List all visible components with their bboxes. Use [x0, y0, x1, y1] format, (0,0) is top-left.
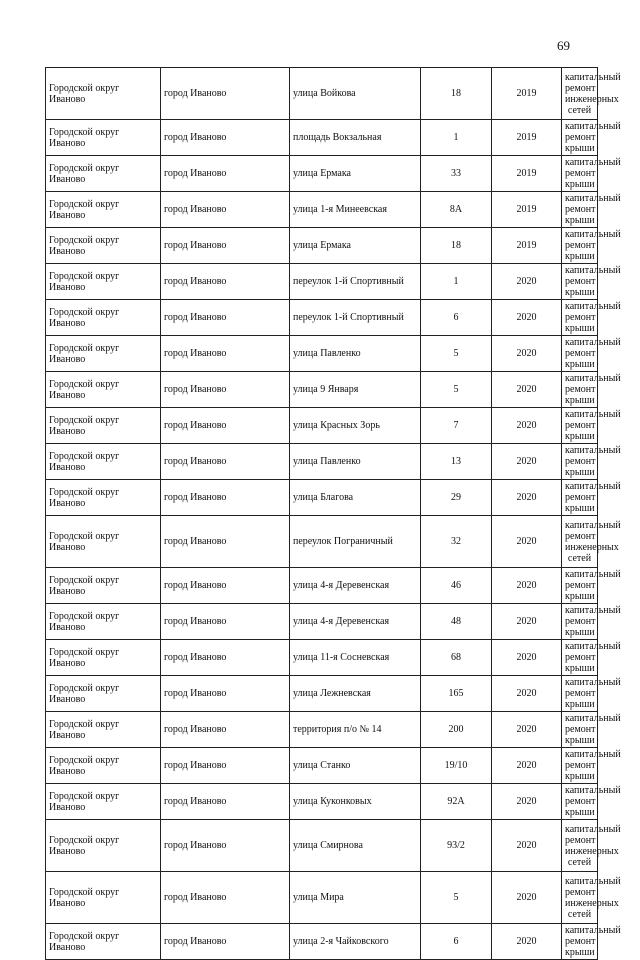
- house-number-cell: 48: [421, 604, 492, 640]
- year-cell: 2020: [492, 924, 562, 960]
- year-cell: 2020: [492, 748, 562, 784]
- year-cell: 2020: [492, 336, 562, 372]
- municipality-cell: Городской округ Иваново: [46, 604, 161, 640]
- work-type-cell: капитальный ремонт инженерных сетей: [562, 516, 598, 568]
- street-cell: переулок 1-й Спортивный: [290, 300, 421, 336]
- street-cell: переулок 1-й Спортивный: [290, 264, 421, 300]
- year-cell: 2019: [492, 156, 562, 192]
- table-row: [46, 568, 598, 604]
- table-row: [46, 516, 598, 568]
- work-type-cell: капитальный ремонт инженерных сетей: [562, 820, 598, 872]
- year-cell: 2020: [492, 784, 562, 820]
- table-body: [46, 68, 621, 960]
- city-cell: город Иваново: [161, 228, 290, 264]
- city-cell: город Иваново: [161, 640, 290, 676]
- table-row: [46, 480, 598, 516]
- year-cell: 2020: [492, 516, 562, 568]
- city-cell: город Иваново: [161, 568, 290, 604]
- year-cell: 2020: [492, 408, 562, 444]
- table-row: [46, 68, 598, 120]
- work-type-cell: капитальный ремонт крыши: [562, 408, 598, 444]
- street-cell: территория п/о № 14: [290, 712, 421, 748]
- table-row: [46, 604, 598, 640]
- year-cell: 2020: [492, 640, 562, 676]
- year-cell: 2019: [492, 120, 562, 156]
- street-cell: улица Ермака: [290, 156, 421, 192]
- street-cell: улица 11-я Сосневская: [290, 640, 421, 676]
- house-number-cell: 92А: [421, 784, 492, 820]
- table-row: [46, 640, 598, 676]
- city-cell: город Иваново: [161, 68, 290, 120]
- work-type-cell: капитальный ремонт крыши: [562, 676, 598, 712]
- city-cell: город Иваново: [161, 712, 290, 748]
- municipality-cell: Городской округ Иваново: [46, 924, 161, 960]
- work-type-cell: капитальный ремонт крыши: [562, 568, 598, 604]
- year-cell: 2020: [492, 676, 562, 712]
- work-type-cell: капитальный ремонт крыши: [562, 784, 598, 820]
- work-type-cell: капитальный ремонт крыши: [562, 604, 598, 640]
- municipality-cell: Городской округ Иваново: [46, 640, 161, 676]
- municipality-cell: Городской округ Иваново: [46, 228, 161, 264]
- city-cell: город Иваново: [161, 264, 290, 300]
- street-cell: улица Войкова: [290, 68, 421, 120]
- year-cell: 2019: [492, 228, 562, 264]
- work-type-cell: капитальный ремонт крыши: [562, 748, 598, 784]
- city-cell: город Иваново: [161, 820, 290, 872]
- house-number-cell: 6: [421, 924, 492, 960]
- year-cell: 2020: [492, 444, 562, 480]
- table-row: [46, 336, 598, 372]
- year-cell: 2020: [492, 264, 562, 300]
- city-cell: город Иваново: [161, 516, 290, 568]
- city-cell: город Иваново: [161, 872, 290, 924]
- street-cell: улица 2-я Чайковского: [290, 924, 421, 960]
- street-cell: улица 4-я Деревенская: [290, 568, 421, 604]
- city-cell: город Иваново: [161, 924, 290, 960]
- year-cell: 2020: [492, 820, 562, 872]
- table-row: [46, 264, 598, 300]
- year-cell: 2020: [492, 300, 562, 336]
- table-row: [46, 924, 598, 960]
- house-number-cell: 7: [421, 408, 492, 444]
- work-type-cell: капитальный ремонт инженерных сетей: [562, 68, 598, 120]
- house-number-cell: 19/10: [421, 748, 492, 784]
- work-type-cell: капитальный ремонт крыши: [562, 336, 598, 372]
- work-type-cell: капитальный ремонт инженерных сетей: [562, 872, 598, 924]
- municipality-cell: Городской округ Иваново: [46, 748, 161, 784]
- house-number-cell: 200: [421, 712, 492, 748]
- housing-repair-table: [45, 67, 621, 960]
- house-number-cell: 1: [421, 120, 492, 156]
- work-type-cell: капитальный ремонт крыши: [562, 480, 598, 516]
- work-type-cell: капитальный ремонт крыши: [562, 120, 598, 156]
- municipality-cell: Городской округ Иваново: [46, 784, 161, 820]
- street-cell: улица 1-я Минеевская: [290, 192, 421, 228]
- city-cell: город Иваново: [161, 444, 290, 480]
- city-cell: город Иваново: [161, 784, 290, 820]
- municipality-cell: Городской округ Иваново: [46, 300, 161, 336]
- municipality-cell: Городской округ Иваново: [46, 372, 161, 408]
- house-number-cell: 165: [421, 676, 492, 712]
- year-cell: 2020: [492, 568, 562, 604]
- municipality-cell: Городской округ Иваново: [46, 676, 161, 712]
- year-cell: 2020: [492, 372, 562, 408]
- municipality-cell: Городской округ Иваново: [46, 120, 161, 156]
- table-row: [46, 300, 598, 336]
- municipality-cell: Городской округ Иваново: [46, 336, 161, 372]
- city-cell: город Иваново: [161, 408, 290, 444]
- year-cell: 2020: [492, 480, 562, 516]
- street-cell: улица Куконковых: [290, 784, 421, 820]
- table-row: [46, 120, 598, 156]
- table-row: [46, 712, 598, 748]
- table-row: [46, 408, 598, 444]
- municipality-cell: Городской округ Иваново: [46, 156, 161, 192]
- work-type-cell: капитальный ремонт крыши: [562, 264, 598, 300]
- municipality-cell: Городской округ Иваново: [46, 264, 161, 300]
- year-cell: 2019: [492, 68, 562, 120]
- house-number-cell: 93/2: [421, 820, 492, 872]
- table-row: [46, 444, 598, 480]
- city-cell: город Иваново: [161, 192, 290, 228]
- work-type-cell: капитальный ремонт крыши: [562, 712, 598, 748]
- street-cell: улица Станко: [290, 748, 421, 784]
- city-cell: город Иваново: [161, 156, 290, 192]
- house-number-cell: 18: [421, 228, 492, 264]
- street-cell: улица Красных Зорь: [290, 408, 421, 444]
- table-row: [46, 372, 598, 408]
- house-number-cell: 6: [421, 300, 492, 336]
- table-row: [46, 676, 598, 712]
- street-cell: площадь Вокзальная: [290, 120, 421, 156]
- work-type-cell: капитальный ремонт крыши: [562, 444, 598, 480]
- work-type-cell: капитальный ремонт крыши: [562, 640, 598, 676]
- page-number: 69: [557, 38, 570, 53]
- municipality-cell: Городской округ Иваново: [46, 712, 161, 748]
- city-cell: город Иваново: [161, 676, 290, 712]
- municipality-cell: Городской округ Иваново: [46, 408, 161, 444]
- municipality-cell: Городской округ Иваново: [46, 480, 161, 516]
- municipality-cell: Городской округ Иваново: [46, 820, 161, 872]
- work-type-cell: капитальный ремонт крыши: [562, 192, 598, 228]
- year-cell: 2020: [492, 604, 562, 640]
- municipality-cell: Городской округ Иваново: [46, 872, 161, 924]
- city-cell: город Иваново: [161, 372, 290, 408]
- table-row: [46, 820, 598, 872]
- table-row: [46, 228, 598, 264]
- work-type-cell: капитальный ремонт крыши: [562, 924, 598, 960]
- city-cell: город Иваново: [161, 120, 290, 156]
- house-number-cell: 32: [421, 516, 492, 568]
- street-cell: улица Лежневская: [290, 676, 421, 712]
- house-number-cell: 68: [421, 640, 492, 676]
- city-cell: город Иваново: [161, 748, 290, 784]
- street-cell: улица Мира: [290, 872, 421, 924]
- municipality-cell: Городской округ Иваново: [46, 68, 161, 120]
- street-cell: переулок Пограничный: [290, 516, 421, 568]
- house-number-cell: 5: [421, 336, 492, 372]
- municipality-cell: Городской округ Иваново: [46, 568, 161, 604]
- street-cell: улица Павленко: [290, 336, 421, 372]
- house-number-cell: 5: [421, 872, 492, 924]
- table-row: [46, 784, 598, 820]
- street-cell: улица Благова: [290, 480, 421, 516]
- street-cell: улица 4-я Деревенская: [290, 604, 421, 640]
- table-row: [46, 748, 598, 784]
- table-row: [46, 156, 598, 192]
- year-cell: 2019: [492, 192, 562, 228]
- municipality-cell: Городской округ Иваново: [46, 192, 161, 228]
- table-row: [46, 192, 598, 228]
- house-number-cell: 46: [421, 568, 492, 604]
- work-type-cell: капитальный ремонт крыши: [562, 372, 598, 408]
- work-type-cell: капитальный ремонт крыши: [562, 156, 598, 192]
- house-number-cell: 29: [421, 480, 492, 516]
- table-row: [46, 872, 598, 924]
- year-cell: 2020: [492, 872, 562, 924]
- city-cell: город Иваново: [161, 300, 290, 336]
- work-type-cell: капитальный ремонт крыши: [562, 228, 598, 264]
- street-cell: улица Павленко: [290, 444, 421, 480]
- street-cell: улица Смирнова: [290, 820, 421, 872]
- street-cell: улица Ермака: [290, 228, 421, 264]
- house-number-cell: 8А: [421, 192, 492, 228]
- house-number-cell: 1: [421, 264, 492, 300]
- street-cell: улица 9 Января: [290, 372, 421, 408]
- municipality-cell: Городской округ Иваново: [46, 444, 161, 480]
- house-number-cell: 13: [421, 444, 492, 480]
- house-number-cell: 18: [421, 68, 492, 120]
- house-number-cell: 33: [421, 156, 492, 192]
- year-cell: 2020: [492, 712, 562, 748]
- work-type-cell: капитальный ремонт крыши: [562, 300, 598, 336]
- house-number-cell: 5: [421, 372, 492, 408]
- city-cell: город Иваново: [161, 336, 290, 372]
- city-cell: город Иваново: [161, 480, 290, 516]
- city-cell: город Иваново: [161, 604, 290, 640]
- municipality-cell: Городской округ Иваново: [46, 516, 161, 568]
